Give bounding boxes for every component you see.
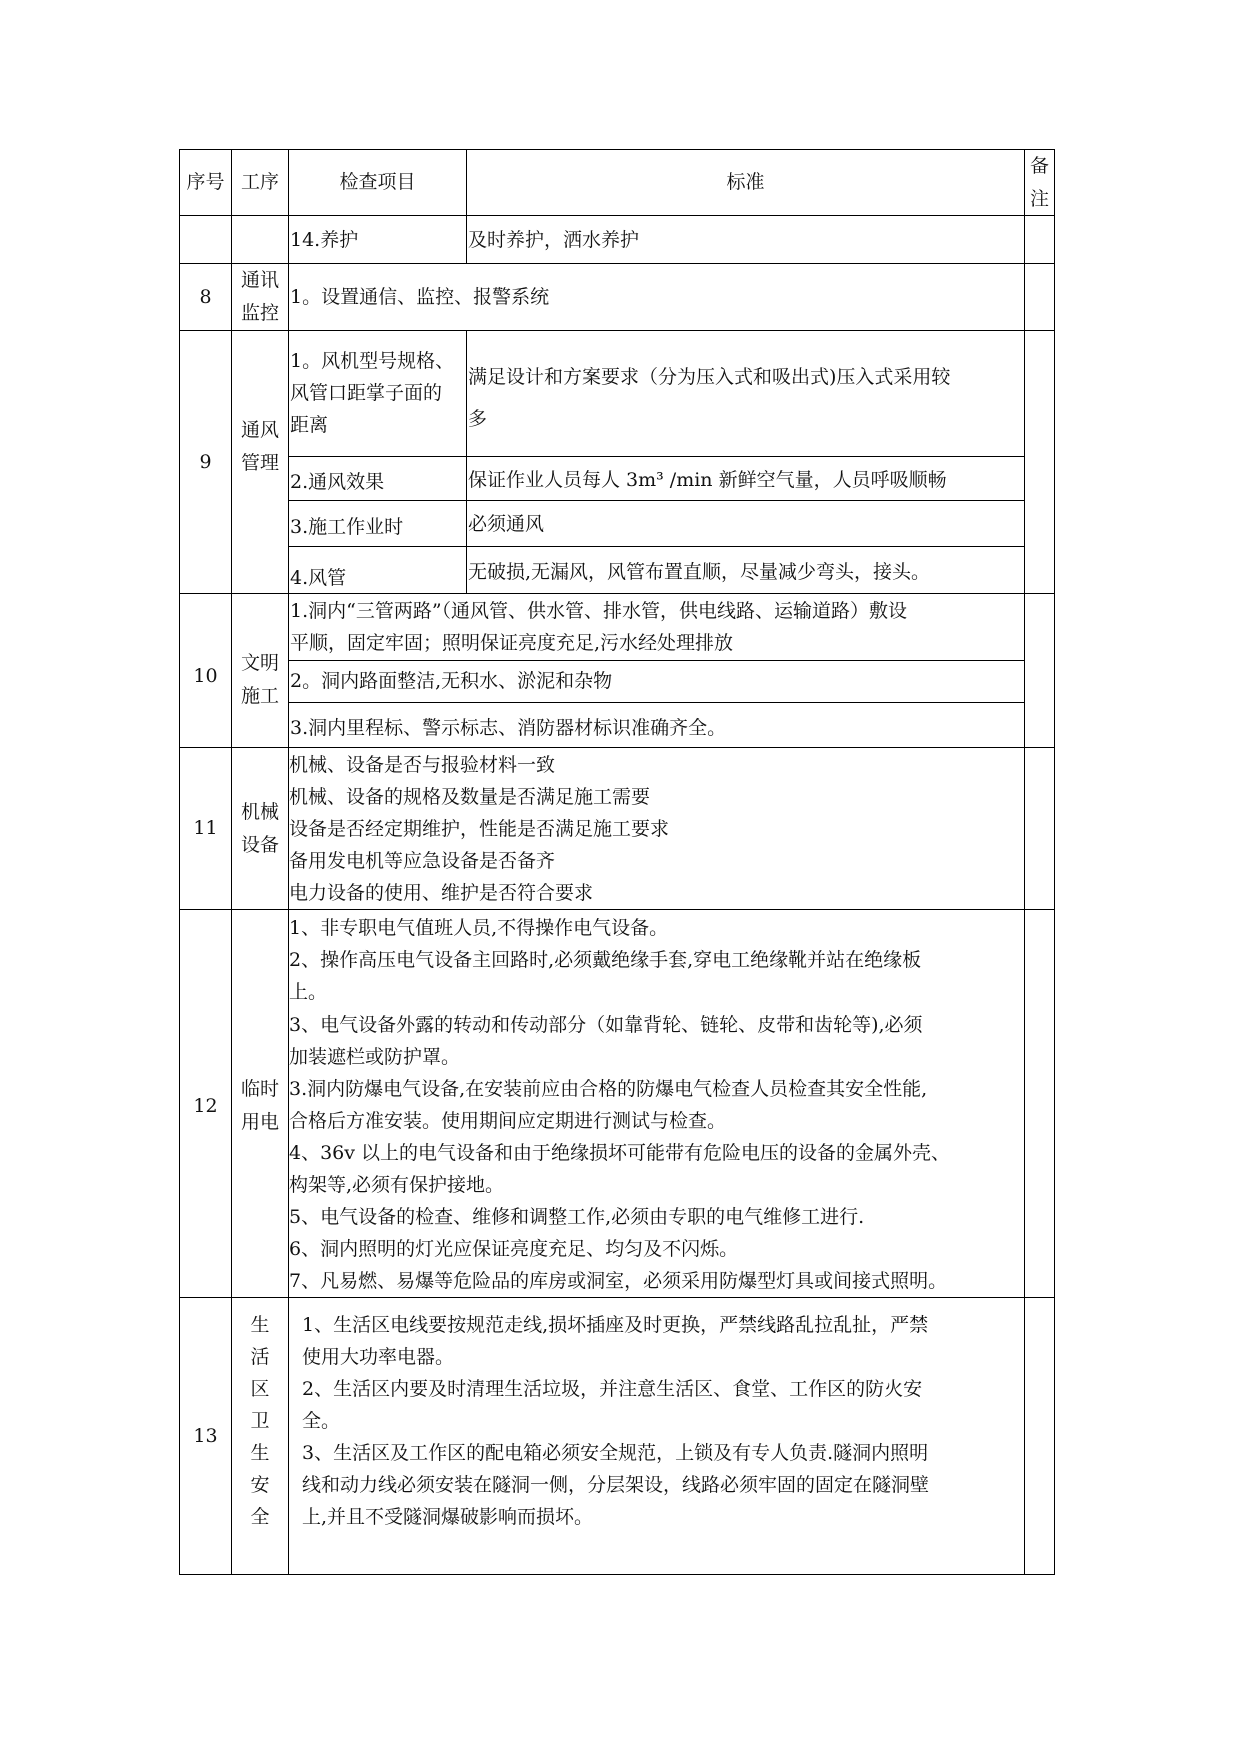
grid-line — [179, 1574, 1055, 1575]
standard-text: 4、36v 以上的电气设备和由于绝缘损坏可能带有危险电压的设备的金属外壳、 — [289, 1142, 951, 1164]
grid-line — [179, 149, 180, 1575]
process-text: 全 — [250, 1506, 270, 1528]
row-number: 9 — [199, 451, 212, 473]
row-number: 10 — [193, 665, 218, 687]
standard-text: 机械、设备的规格及数量是否满足施工需要 — [289, 786, 651, 808]
process-text: 施工 — [240, 685, 279, 707]
grid-line — [288, 660, 1024, 661]
grid-line — [288, 456, 1024, 457]
standard-text: 使用大功率电器。 — [302, 1346, 455, 1368]
standard-text: 1、生活区电线要按规范走线,损坏插座及时更换，严禁线路乱拉乱扯，严禁 — [302, 1314, 929, 1336]
standard-text: 平顺，固定牢固；照明保证亮度充足,污水经处理排放 — [290, 632, 734, 654]
grid-line — [288, 702, 1024, 703]
item-text: 14.养护 — [290, 229, 359, 251]
process-text: 活 — [250, 1346, 270, 1368]
process-text: 临时 — [240, 1078, 279, 1100]
process-text: 监控 — [240, 302, 279, 324]
header-seq: 序号 — [186, 171, 225, 193]
process-text: 生 — [250, 1442, 270, 1464]
standard-text: 线和动力线必须安装在隧洞一侧，分层架设，线路必须牢固的固定在隧洞壁 — [302, 1474, 930, 1496]
item-text: 3.施工作业时 — [290, 516, 404, 538]
process-text: 通风 — [240, 419, 279, 441]
process-text: 区 — [250, 1378, 270, 1400]
standard-text: 3、生活区及工作区的配电箱必须安全规范，上锁及有专人负责.隧洞内照明 — [302, 1442, 929, 1464]
item-text: 距离 — [290, 414, 329, 436]
item-text: 2.通风效果 — [290, 471, 385, 493]
row-number: 12 — [193, 1095, 218, 1117]
standard-text: 5、电气设备的检查、维修和调整工作,必须由专职的电气维修工进行. — [289, 1206, 865, 1228]
row-number: 13 — [193, 1425, 218, 1447]
grid-line — [288, 500, 1024, 501]
standard-text: 加装遮栏或防护罩。 — [289, 1046, 461, 1068]
standard-text: 机械、设备是否与报验材料一致 — [289, 754, 556, 776]
standard-text: 3、电气设备外露的转动和传动部分（如靠背轮、链轮、皮带和齿轮等),必须 — [289, 1014, 923, 1036]
item-text: 1。风机型号规格、 — [290, 350, 455, 372]
grid-line — [179, 215, 1055, 216]
standard-text: 及时养护，洒水养护 — [468, 229, 640, 251]
grid-line — [1024, 149, 1025, 1575]
process-text: 设备 — [240, 834, 279, 856]
process-text: 管理 — [240, 452, 279, 474]
header-remark-char: 备 — [1029, 155, 1049, 177]
standard-text: 6、洞内照明的灯光应保证亮度充足、均匀及不闪烁。 — [289, 1238, 739, 1260]
item-text: 风管口距掌子面的 — [290, 382, 443, 404]
standard-text: 满足设计和方案要求（分为压入式和吸出式)压入式采用较 — [468, 366, 951, 388]
process-text: 用电 — [240, 1111, 279, 1133]
process-text: 卫 — [250, 1410, 270, 1432]
process-text: 文明 — [240, 652, 279, 674]
standard-text: 1.洞内“三管两路”（通风管、供水管、排水管，供电线路、运输道路）敷设 — [290, 600, 908, 622]
grid-line — [179, 1297, 1055, 1298]
standard-text: 全。 — [302, 1410, 341, 1432]
header-process: 工序 — [240, 171, 279, 193]
standard-text: 7、凡易燃、易爆等危险品的库房或洞室，必须采用防爆型灯具或间接式照明。 — [289, 1270, 948, 1292]
grid-line — [288, 546, 1024, 547]
grid-line — [179, 747, 1055, 748]
grid-line — [179, 909, 1055, 910]
standard-text: 上。 — [289, 981, 328, 1003]
header-item: 检查项目 — [339, 171, 416, 193]
standard-text: 2、操作高压电气设备主回路时,必须戴绝缘手套,穿电工绝缘靴并站在绝缘板 — [289, 949, 922, 971]
header-remark-char: 注 — [1029, 188, 1049, 210]
standard-text: 保证作业人员每人 3m³ /min 新鲜空气量，人员呼吸顺畅 — [468, 469, 947, 491]
process-text: 生 — [250, 1314, 270, 1336]
process-text: 安 — [250, 1474, 270, 1496]
row-number: 11 — [193, 817, 218, 839]
standard-text: 设备是否经定期维护，性能是否满足施工要求 — [289, 818, 670, 840]
process-text: 通讯 — [240, 269, 279, 291]
standard-text: 上,并且不受隧洞爆破影响而损坏。 — [302, 1506, 594, 1528]
grid-line — [179, 263, 1055, 264]
item-text: 4.风管 — [290, 567, 347, 589]
process-text: 机械 — [240, 801, 279, 823]
grid-line — [179, 330, 1055, 331]
standard-text: 2。洞内路面整洁,无积水、淤泥和杂物 — [290, 670, 613, 692]
standard-text: 必须通风 — [468, 513, 545, 535]
row-number: 8 — [199, 286, 212, 308]
standard-text: 合格后方准安装。使用期间应定期进行测试与检查。 — [289, 1110, 727, 1132]
standard-text: 1、非专职电气值班人员,不得操作电气设备。 — [289, 917, 669, 939]
standard-text: 2、生活区内要及时清理生活垃圾，并注意生活区、食堂、工作区的防火安 — [302, 1378, 923, 1400]
grid-line — [179, 149, 1055, 150]
header-standard: 标准 — [726, 171, 765, 193]
standard-text: 电力设备的使用、维护是否符合要求 — [289, 882, 594, 904]
grid-line — [466, 330, 467, 593]
standard-text: 备用发电机等应急设备是否备齐 — [289, 850, 556, 872]
standard-text: 3.洞内里程标、警示标志、消防器材标识准确齐全。 — [290, 717, 727, 739]
standard-text: 多 — [468, 408, 488, 430]
item-text: 1。设置通信、监控、报警系统 — [290, 286, 550, 308]
standard-text: 3.洞内防爆电气设备,在安装前应由合格的防爆电气检查人员检查其安全性能, — [289, 1078, 928, 1100]
standard-text: 构架等,必须有保护接地。 — [289, 1174, 505, 1196]
grid-line — [1054, 149, 1055, 1575]
standard-text: 无破损,无漏风，风管布置直顺，尽量减少弯头，接头。 — [468, 561, 931, 583]
